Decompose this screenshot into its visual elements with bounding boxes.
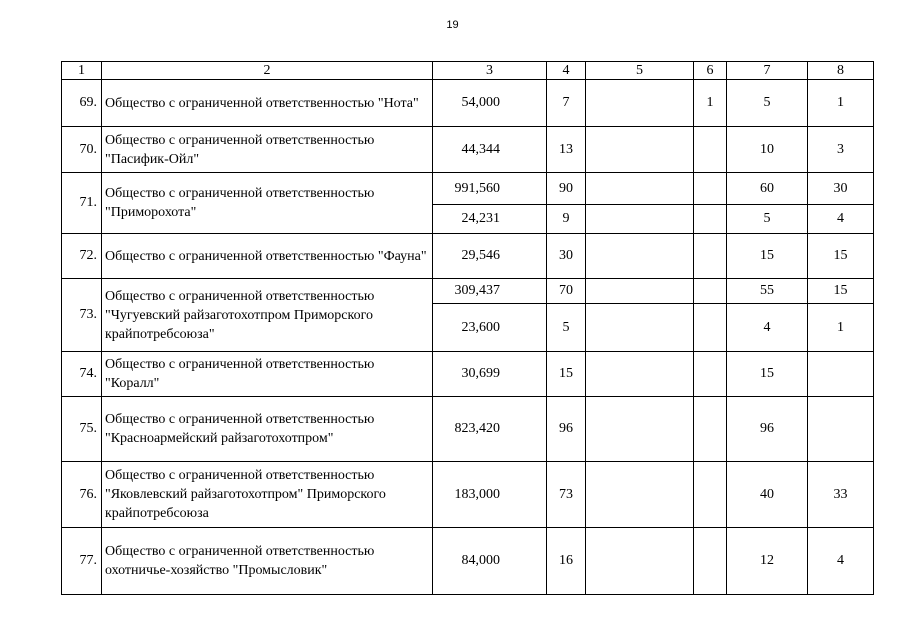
organization-name: Общество с ограниченной ответственностью "Чугуевский райзаготохотпром Приморского крайпотребсоюза" bbox=[102, 279, 433, 352]
organization-name: Общество с ограниченной ответственностью "Фауна" bbox=[102, 234, 433, 279]
cell-col5 bbox=[586, 173, 694, 205]
data-table bbox=[61, 61, 874, 595]
row-number: 70. bbox=[62, 127, 102, 173]
cell-col6: 1 bbox=[694, 80, 727, 127]
cell-col4: 16 bbox=[547, 528, 586, 595]
cell-col8 bbox=[808, 397, 874, 462]
cell-col6 bbox=[694, 397, 727, 462]
table-row bbox=[62, 397, 874, 462]
column-header: 7 bbox=[727, 62, 808, 80]
organization-name: Общество с ограниченной ответственностью "Коралл" bbox=[102, 352, 433, 397]
column-header: 5 bbox=[586, 62, 694, 80]
cell-col3: 183,000 bbox=[433, 462, 547, 528]
cell-col6 bbox=[694, 304, 727, 352]
cell-col5 bbox=[586, 127, 694, 173]
table-row bbox=[62, 80, 874, 127]
cell-col3: 29,546 bbox=[433, 234, 547, 279]
cell-col5 bbox=[586, 80, 694, 127]
cell-col3: 991,560 bbox=[433, 173, 547, 205]
cell-col4: 15 bbox=[547, 352, 586, 397]
cell-col5 bbox=[586, 528, 694, 595]
row-number: 76. bbox=[62, 462, 102, 528]
cell-col3: 84,000 bbox=[433, 528, 547, 595]
cell-col3: 44,344 bbox=[433, 127, 547, 173]
cell-col4: 96 bbox=[547, 397, 586, 462]
cell-col8: 30 bbox=[808, 173, 874, 205]
cell-col5 bbox=[586, 304, 694, 352]
table-row bbox=[62, 528, 874, 595]
row-number: 71. bbox=[62, 173, 102, 234]
cell-col7: 15 bbox=[727, 352, 808, 397]
cell-col8 bbox=[808, 352, 874, 397]
column-header: 4 bbox=[547, 62, 586, 80]
header-row bbox=[62, 62, 874, 80]
table-row bbox=[62, 127, 874, 173]
row-number: 73. bbox=[62, 279, 102, 352]
cell-col6 bbox=[694, 205, 727, 234]
cell-col5 bbox=[586, 462, 694, 528]
column-header: 8 bbox=[808, 62, 874, 80]
cell-col7: 12 bbox=[727, 528, 808, 595]
cell-col4: 70 bbox=[547, 279, 586, 304]
organization-name: Общество с ограниченной ответственностью "Пасифик-Ойл" bbox=[102, 127, 433, 173]
cell-col6 bbox=[694, 173, 727, 205]
cell-col6 bbox=[694, 528, 727, 595]
row-number: 74. bbox=[62, 352, 102, 397]
row-number: 72. bbox=[62, 234, 102, 279]
cell-col7: 96 bbox=[727, 397, 808, 462]
cell-col8: 1 bbox=[808, 80, 874, 127]
cell-col3: 24,231 bbox=[433, 205, 547, 234]
cell-col4: 9 bbox=[547, 205, 586, 234]
cell-col7: 15 bbox=[727, 234, 808, 279]
cell-col7: 4 bbox=[727, 304, 808, 352]
cell-col5 bbox=[586, 397, 694, 462]
table-row bbox=[62, 173, 874, 205]
cell-col4: 5 bbox=[547, 304, 586, 352]
cell-col6 bbox=[694, 234, 727, 279]
cell-col4: 7 bbox=[547, 80, 586, 127]
cell-col4: 30 bbox=[547, 234, 586, 279]
table-row bbox=[62, 279, 874, 304]
cell-col6 bbox=[694, 352, 727, 397]
cell-col7: 40 bbox=[727, 462, 808, 528]
row-number: 69. bbox=[62, 80, 102, 127]
organization-name: Общество с ограниченной ответственностью "Приморохота" bbox=[102, 173, 433, 234]
organization-name: Общество с ограниченной ответственностью "Нота" bbox=[102, 80, 433, 127]
cell-col8: 15 bbox=[808, 234, 874, 279]
cell-col3: 23,600 bbox=[433, 304, 547, 352]
cell-col5 bbox=[586, 279, 694, 304]
table-row bbox=[62, 462, 874, 528]
cell-col5 bbox=[586, 205, 694, 234]
organization-name: Общество с ограниченной ответственностью "Яковлевский райзаготохотпром" Приморского крайпотребсоюза bbox=[102, 462, 433, 528]
cell-col7: 55 bbox=[727, 279, 808, 304]
cell-col6 bbox=[694, 279, 727, 304]
cell-col3: 54,000 bbox=[433, 80, 547, 127]
column-header: 1 bbox=[62, 62, 102, 80]
table-row bbox=[62, 352, 874, 397]
cell-col7: 60 bbox=[727, 173, 808, 205]
cell-col4: 73 bbox=[547, 462, 586, 528]
cell-col8: 33 bbox=[808, 462, 874, 528]
cell-col8: 3 bbox=[808, 127, 874, 173]
page-number: 19 bbox=[446, 19, 459, 31]
organization-name: Общество с ограниченной ответственностью "Красноармейский райзаготохотпром" bbox=[102, 397, 433, 462]
column-header: 6 bbox=[694, 62, 727, 80]
table-row bbox=[62, 234, 874, 279]
column-header: 3 bbox=[433, 62, 547, 80]
cell-col5 bbox=[586, 234, 694, 279]
cell-col7: 10 bbox=[727, 127, 808, 173]
cell-col6 bbox=[694, 127, 727, 173]
cell-col7: 5 bbox=[727, 80, 808, 127]
cell-col3: 309,437 bbox=[433, 279, 547, 304]
cell-col8: 4 bbox=[808, 528, 874, 595]
cell-col8: 4 bbox=[808, 205, 874, 234]
cell-col3: 823,420 bbox=[433, 397, 547, 462]
cell-col8: 15 bbox=[808, 279, 874, 304]
cell-col7: 5 bbox=[727, 205, 808, 234]
cell-col4: 13 bbox=[547, 127, 586, 173]
row-number: 77. bbox=[62, 528, 102, 595]
cell-col8: 1 bbox=[808, 304, 874, 352]
cell-col6 bbox=[694, 462, 727, 528]
cell-col4: 90 bbox=[547, 173, 586, 205]
column-header: 2 bbox=[102, 62, 433, 80]
cell-col3: 30,699 bbox=[433, 352, 547, 397]
organization-name: Общество с ограниченной ответственностью охотничье-хозяйство "Промысловик" bbox=[102, 528, 433, 595]
row-number: 75. bbox=[62, 397, 102, 462]
cell-col5 bbox=[586, 352, 694, 397]
